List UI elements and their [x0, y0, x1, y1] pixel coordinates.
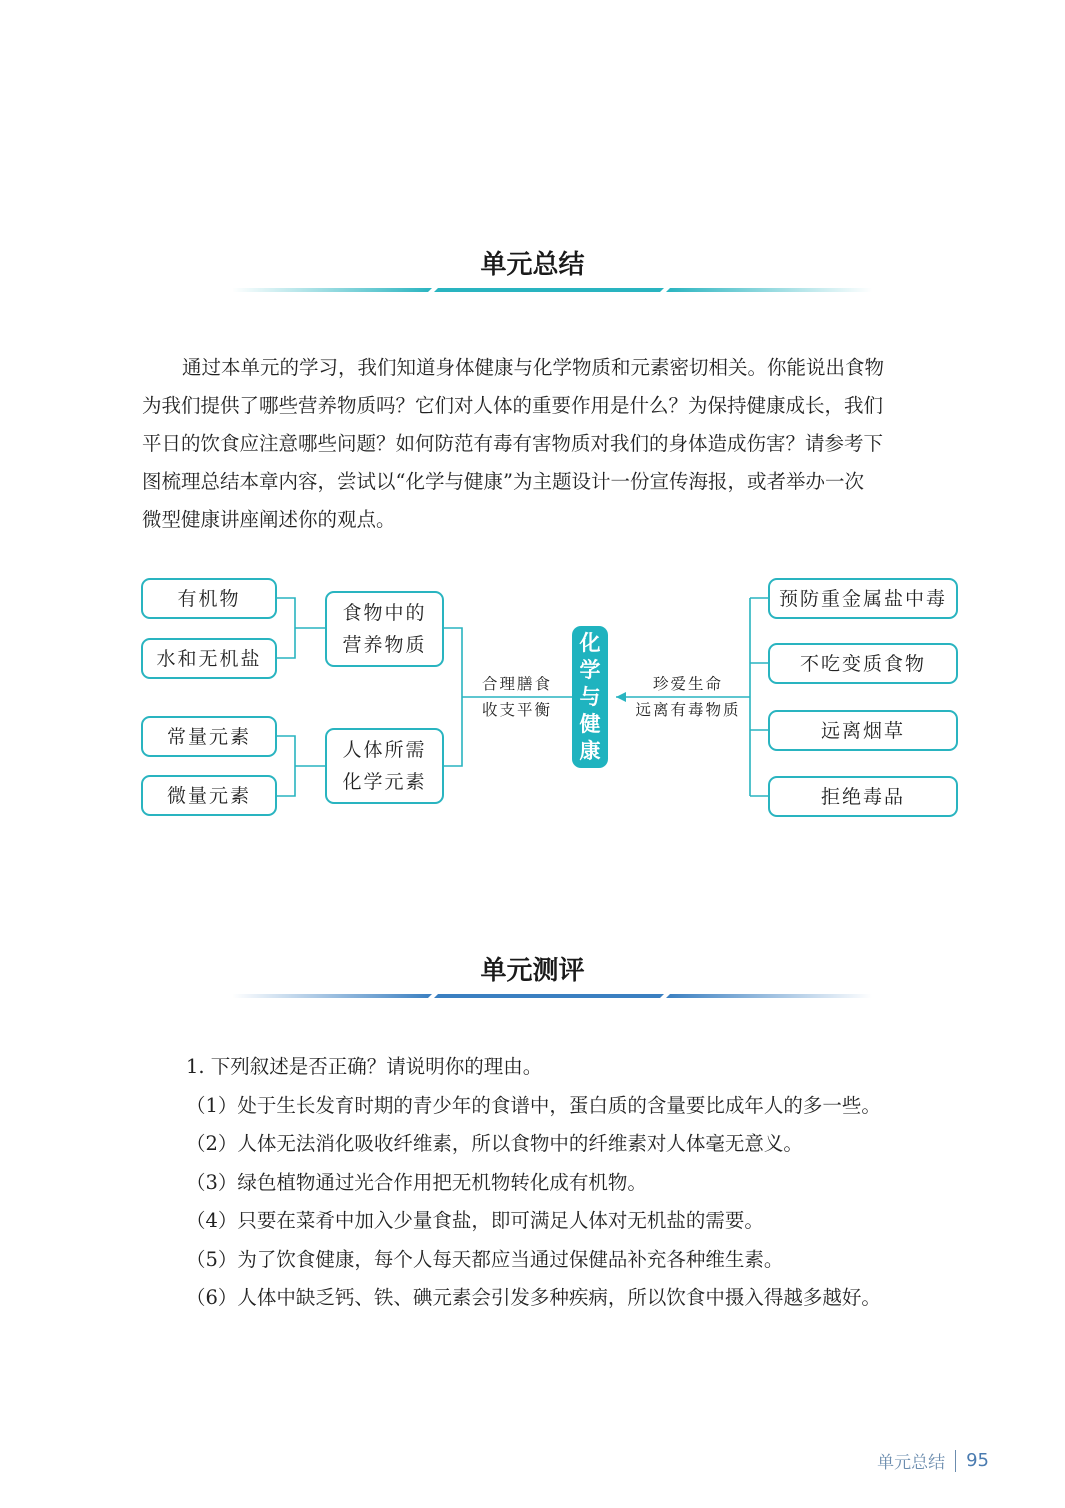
footer-section: 单元总结 — [877, 1453, 946, 1473]
connector-organic-water — [276, 598, 295, 658]
leaf-heavy-metal: 预防重金属盐中毒 — [768, 578, 958, 619]
summary-line: 为我们提供了哪些营养物质吗？它们对人体的重要作用是什么？为保持健康成长，我们 — [142, 394, 884, 417]
question-item: （2）人体无法消化吸收纤维素，所以食物中的纤维素对人体毫无意义。 — [186, 1132, 803, 1155]
leaf-organic: 有机物 — [141, 578, 277, 619]
concept-map — [0, 560, 1065, 840]
leaf-drugs: 拒绝毒品 — [768, 776, 958, 817]
footer-divider — [955, 1450, 956, 1472]
page-number: 95 — [966, 1450, 989, 1471]
question-item: （4）只要在菜肴中加入少量食盐，即可满足人体对无机盐的需要。 — [186, 1209, 764, 1232]
arrow-head-icon — [616, 692, 626, 702]
group-nutrients-line1: 食物中的 — [342, 602, 427, 624]
center-char: 康 — [579, 738, 601, 763]
leaf-water-salt: 水和无机盐 — [141, 638, 277, 679]
assessment-title-rule — [232, 992, 872, 1000]
group-elements-line2: 化学元素 — [342, 771, 427, 793]
group-nutrients-line2: 营养物质 — [342, 634, 427, 656]
edge-label-left-line2: 收支平衡 — [481, 701, 552, 719]
leaf-macro: 常量元素 — [141, 716, 277, 757]
edge-label-right — [626, 671, 750, 723]
edge-label-right-line2: 远离有毒物质 — [635, 701, 741, 719]
question-item: （6）人体中缺乏钙、铁、碘元素会引发多种疾病，所以饮食中摄入得越多越好。 — [186, 1286, 881, 1309]
summary-title-rule — [232, 286, 872, 294]
center-char: 健 — [579, 711, 601, 736]
edge-label-right-line1: 珍爱生命 — [652, 675, 723, 693]
center-char: 化 — [579, 630, 601, 655]
question-item: （5）为了饮食健康，每个人每天都应当通过保健品补充各种维生素。 — [186, 1247, 784, 1271]
assessment-title: 单元测评 — [480, 956, 585, 986]
group-nutrients — [325, 591, 444, 667]
question-item: （3）绿色植物通过光合作用把无机物转化成有机物。 — [186, 1170, 647, 1194]
center-char: 与 — [579, 684, 601, 709]
question-1: 1. 下列叙述是否正确？请说明你的理由。 — [186, 1055, 543, 1078]
group-elements-line1: 人体所需 — [342, 739, 427, 761]
group-elements — [325, 728, 444, 804]
summary-line: 通过本单元的学习，我们知道身体健康与化学物质和元素密切相关。你能说出食物 — [182, 356, 885, 379]
page-footer — [877, 1448, 989, 1473]
summary-line: 平日的饮食应注意哪些问题？如何防范有毒有害物质对我们的身体造成伤害？请参考下 — [142, 432, 884, 455]
connector-right-leaves — [750, 598, 768, 796]
question-item: （1）处于生长发育时期的青少年的食谱中，蛋白质的含量要比成年人的多一些。 — [186, 1093, 881, 1117]
summary-paragraph — [142, 349, 962, 539]
summary-title: 单元总结 — [480, 250, 585, 280]
center-char: 学 — [579, 657, 601, 682]
summary-line: 图梳理总结本章内容，尝试以“化学与健康”为主题设计一份宣传海报，或者举办一次 — [142, 470, 864, 493]
leaf-tobacco: 远离烟草 — [768, 710, 958, 751]
edge-label-left-line1: 合理膳食 — [481, 675, 552, 693]
connector-groups — [443, 628, 462, 766]
edge-label-left — [462, 671, 572, 723]
leaf-spoiled-food: 不吃变质食物 — [768, 643, 958, 684]
center-topic — [572, 626, 608, 768]
connector-macro-micro — [276, 736, 295, 796]
leaf-micro: 微量元素 — [141, 775, 277, 816]
assessment-questions — [186, 1048, 966, 1318]
summary-line: 微型健康讲座阐述你的观点。 — [142, 508, 396, 531]
